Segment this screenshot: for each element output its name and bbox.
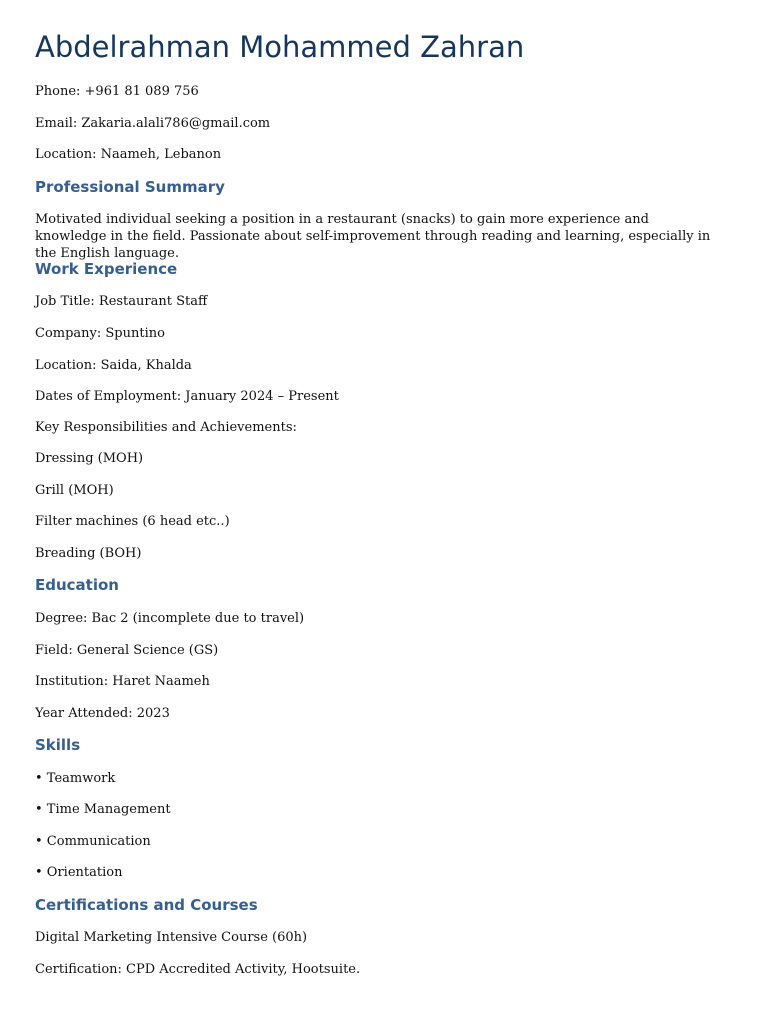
education-heading: Education bbox=[35, 576, 119, 594]
job-title-line: Job Title: Restaurant Staff bbox=[35, 294, 208, 309]
responsibilities-label: Key Responsibilities and Achievements: bbox=[35, 420, 297, 435]
skills-heading: Skills bbox=[35, 736, 81, 754]
responsibility-item: Breading (BOH) bbox=[35, 546, 142, 561]
summary-text: Motivated individual seeking a position in a restaurant (snacks) to gain more experience and knowledge in the field. Passionate about self-improvement through reading and learning, especially in the English language. bbox=[35, 212, 711, 261]
skill-item: • Communication bbox=[35, 834, 151, 849]
employment-dates-line: Dates of Employment: January 2024 – Present bbox=[35, 389, 339, 404]
email-line: Email: Zakaria.alali786@gmail.com bbox=[35, 116, 271, 131]
certification-item: Certification: CPD Accredited Activity, Hootsuite. bbox=[35, 962, 361, 977]
phone-line: Phone: +961 81 089 756 bbox=[35, 84, 199, 99]
company-line: Company: Spuntino bbox=[35, 326, 165, 341]
institution-line: Institution: Haret Naameh bbox=[35, 674, 210, 689]
degree-line: Degree: Bac 2 (incomplete due to travel) bbox=[35, 611, 305, 626]
skill-item: • Teamwork bbox=[35, 771, 116, 786]
field-line: Field: General Science (GS) bbox=[35, 643, 219, 658]
work-location-line: Location: Saida, Khalda bbox=[35, 358, 192, 373]
certification-item: Digital Marketing Intensive Course (60h) bbox=[35, 930, 308, 945]
skill-item: • Time Management bbox=[35, 802, 171, 817]
certifications-heading: Certifications and Courses bbox=[35, 896, 258, 914]
skill-item: • Orientation bbox=[35, 865, 123, 880]
candidate-name: Abdelrahman Mohammed Zahran bbox=[35, 30, 525, 64]
work-experience-heading: Work Experience bbox=[35, 260, 178, 278]
location-line: Location: Naameh, Lebanon bbox=[35, 147, 222, 162]
responsibility-item: Grill (MOH) bbox=[35, 483, 114, 498]
responsibility-item: Dressing (MOH) bbox=[35, 451, 144, 466]
year-attended-line: Year Attended: 2023 bbox=[35, 706, 170, 721]
summary-heading: Professional Summary bbox=[35, 178, 225, 196]
responsibility-item: Filter machines (6 head etc..) bbox=[35, 514, 230, 529]
